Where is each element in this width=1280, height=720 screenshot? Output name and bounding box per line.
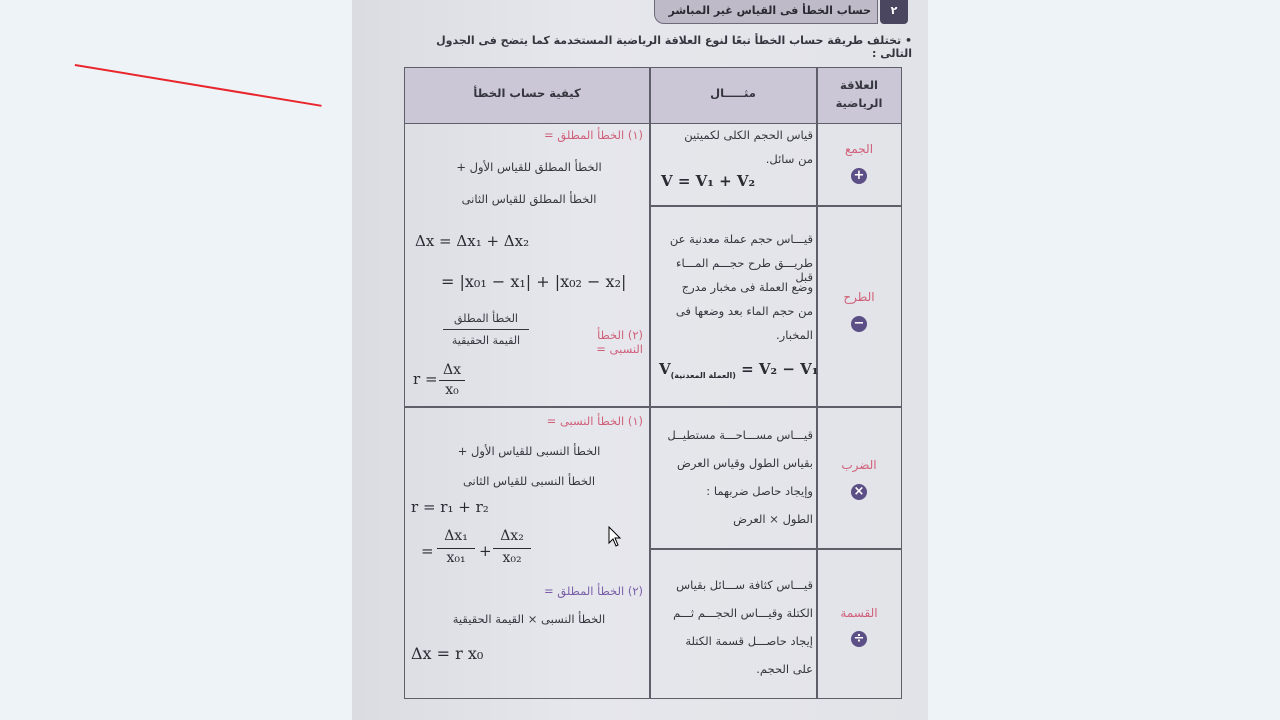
method-line: الخطأ المطلق للقياس الأول + xyxy=(456,160,602,174)
example-line: قيـــاس كثافة ســـائل بقياس xyxy=(676,578,813,592)
example-line: طريـــق طرح حجـــم المـــاء قبل xyxy=(676,256,813,284)
fraction-bar xyxy=(439,380,465,381)
row-divider xyxy=(649,548,901,550)
method-equation: r = xyxy=(413,370,438,388)
column-divider xyxy=(649,68,651,698)
method-line: الخطأ النسبى للقياس الأول + xyxy=(457,444,601,458)
example-line: وضع العملة فى مخبار مدرج xyxy=(681,280,813,294)
header-method xyxy=(405,68,649,124)
divide-icon: ÷ xyxy=(851,631,867,647)
example-line: الكتلة وقيـــاس الحجـــم ثـــم xyxy=(673,606,813,620)
minus-icon: − xyxy=(851,316,867,332)
example-line: بقياس الطول وقياس العرض xyxy=(677,456,813,470)
relation-name: الطرح xyxy=(843,290,875,304)
example-line: على الحجم. xyxy=(756,662,813,676)
method-equation: r = r₁ + r₂ xyxy=(411,498,489,516)
relation-name: القسمة xyxy=(840,606,878,620)
example-line: قياس الحجم الكلى لكميتين xyxy=(684,128,813,142)
method-label: (١) الخطأ النسبى = xyxy=(546,414,643,428)
eq-subscript: (العملة المعدنية) xyxy=(670,371,736,380)
header-relation-label: العلاقة الرياضية xyxy=(835,78,883,110)
error-table xyxy=(404,67,902,699)
multiply-icon: × xyxy=(851,484,867,500)
equals-sign: = xyxy=(421,542,434,560)
example-line: الطول × العرض xyxy=(733,512,813,526)
example-line: وإيجاد حاصل ضربهما : xyxy=(706,484,813,498)
header-relation xyxy=(817,68,901,124)
example-equation: V = V₁ + V₂ xyxy=(661,172,756,190)
red-annotation-line xyxy=(75,64,322,107)
fraction-bar xyxy=(493,548,531,549)
header-example xyxy=(650,68,816,124)
header-method-label: كيفية حساب الخطأ xyxy=(473,86,581,100)
eq-volume: V xyxy=(659,360,671,378)
method-label: (١) الخطأ المطلق = xyxy=(543,128,643,142)
example-equation xyxy=(659,360,818,380)
fraction-numerator: الخطأ المطلق xyxy=(454,312,518,325)
example-line: من سائل. xyxy=(765,152,813,166)
method-equation: Δx = Δx₁ + Δx₂ xyxy=(415,232,530,250)
fraction-numerator: Δx₁ xyxy=(444,528,468,544)
fraction-numerator: Δx₂ xyxy=(500,528,524,544)
relation-name: الجمع xyxy=(844,142,874,156)
fraction-numerator: Δx xyxy=(442,362,461,378)
method-line: الخطأ المطلق للقياس الثانى xyxy=(461,192,597,206)
eq-rest: = V₂ − V₁ xyxy=(741,360,819,378)
fraction-denominator: القيمة الحقيقية xyxy=(451,334,521,347)
intro-text: • تختلف طريقة حساب الخطأ تبعًا لنوع العلاقة الرياضية المستخدمة كما يتضح فى الجدول التالى : xyxy=(436,34,912,60)
method-equation: = |x₀₁ − x₁| + |x₀₂ − x₂| xyxy=(441,272,627,291)
method-line: الخطأ النسبى × القيمة الحقيقية xyxy=(452,612,606,626)
example-line: قيـــاس حجم عملة معدنية عن xyxy=(669,232,813,246)
fraction-bar xyxy=(443,329,529,330)
fraction-denominator: x₀ xyxy=(445,382,459,398)
method-line: الخطأ النسبى للقياس الثانى xyxy=(462,474,596,488)
row-divider xyxy=(405,406,901,408)
column-divider xyxy=(816,68,818,698)
mouse-cursor-icon xyxy=(608,526,622,548)
header-example-label: مثـــــال xyxy=(710,86,756,100)
fraction-denominator: x₀₂ xyxy=(502,550,522,566)
example-line: إيجاد حاصـــل قسمة الكتلة xyxy=(685,634,813,648)
section-number: ٢ xyxy=(880,0,908,24)
fraction-bar xyxy=(437,548,475,549)
fraction-denominator: x₀₁ xyxy=(446,550,466,566)
example-line: المخبار. xyxy=(776,328,813,342)
relation-name: الضرب xyxy=(841,458,877,472)
plus-icon: + xyxy=(851,168,867,184)
method-equation: Δx = r x₀ xyxy=(411,644,484,663)
example-line: من حجم الماء بعد وضعها فى xyxy=(675,304,813,318)
textbook-page xyxy=(352,0,928,720)
plus-sign: + xyxy=(479,542,492,560)
section-title: حساب الخطأ فى القياس غير المباشر xyxy=(654,0,878,24)
row-divider xyxy=(649,205,901,207)
example-line: قيـــاس مســـاحـــة مستطيــل xyxy=(667,428,813,442)
method-label: (٢) الخطأ النسبى = xyxy=(596,328,643,356)
method-label: (٢) الخطأ المطلق = xyxy=(543,584,643,598)
